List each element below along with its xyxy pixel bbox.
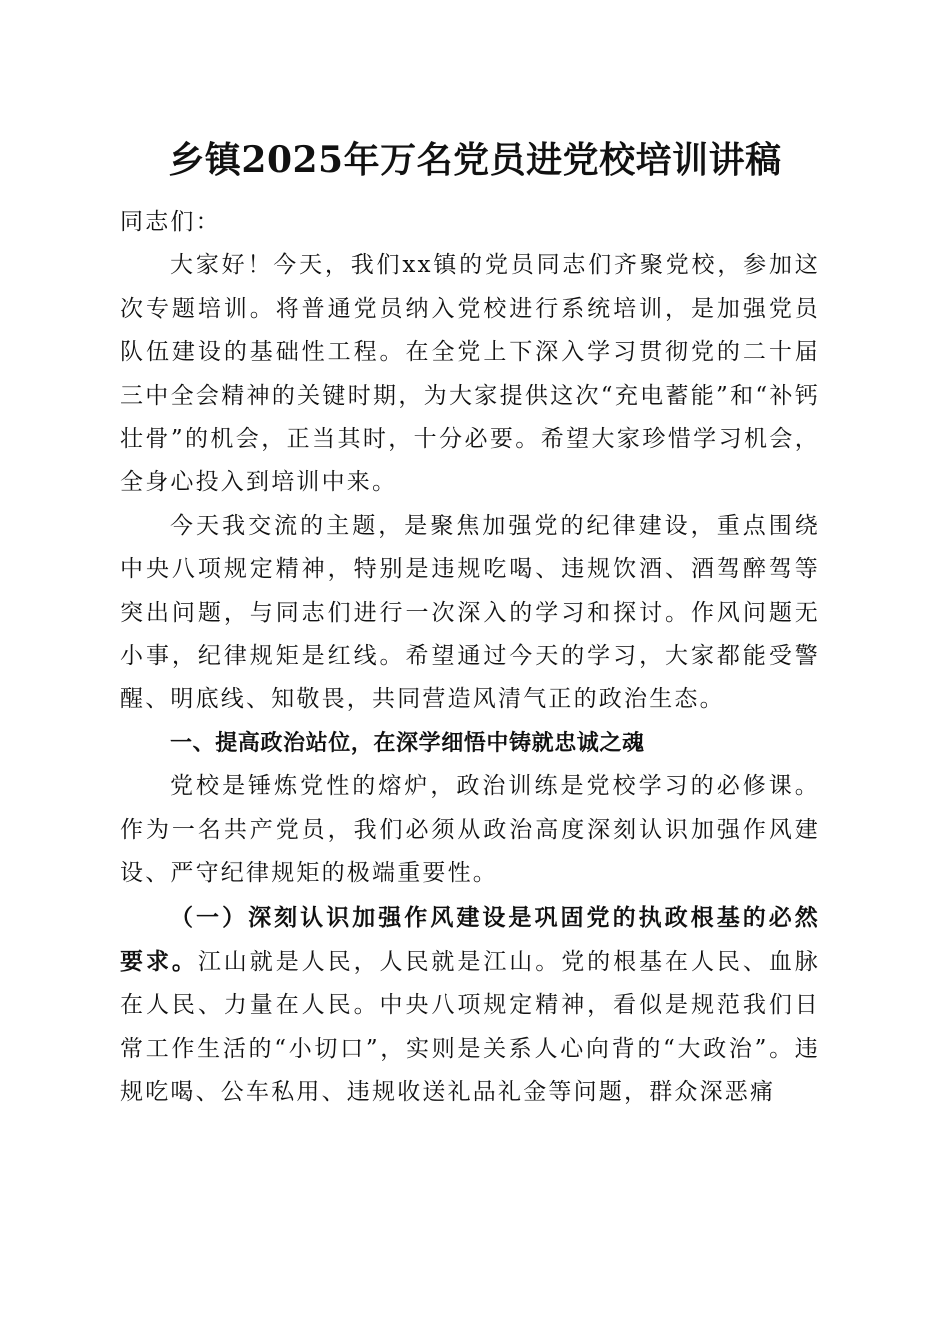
salutation: 同志们： <box>120 209 221 235</box>
paragraph-opening: 大家好！今天，我们xx镇的党员同志们齐聚党校，参加这次专题培训。将普通党员纳入党校进行系统培训，是加强党员队伍建设的基础性工程。在全党上下深入学习贯彻党的二十届三中全会精神的关键时期，为大家提供这次“充电蓄能”和“补钙壮骨”的机会，正当其时，十分必要。希望大家珍惜学习机会，全身心投入到培训中来。 <box>120 252 820 496</box>
subsection-lead: （一）深刻认识加强作风建设是巩固党的执政根基的必然要求。 <box>120 903 820 975</box>
document-body <box>120 201 820 1115</box>
paragraph-theme: 今天我交流的主题，是聚焦加强党的纪律建设，重点围绕中央八项规定精神，特别是违规吃喝、违规饮酒、酒驾醉驾等突出问题，与同志们进行一次深入的学习和探讨。作风问题无小事，纪律规矩是红线。希望通过今天的学习，大家都能受警醒、明底线、知敬畏，共同营造风清气正的政治生态。 <box>120 512 820 713</box>
paragraph-subsection-1 <box>120 896 820 1115</box>
paragraph-party-school: 党校是锤炼党性的熔炉，政治训练是党校学习的必修课。作为一名共产党员，我们必须从政治高度深刻认识加强作风建设、严守纪律规矩的极端重要性。 <box>120 773 820 887</box>
document-title: 乡镇2025年万名党员进党校培训讲稿 <box>168 139 782 181</box>
section-heading: 一、提高政治站位，在深学细悟中铸就忠诚之魂 <box>170 730 645 756</box>
subsection-text: 江山就是人民，人民就是江山。党的根基在人民、血脉在人民、力量在人民。中央八项规定精神，看似是规范我们日常工作生活的“小切口”，实则是关系人心向背的“大政治”。违规吃喝、公车私用、违规收送礼品礼金等问题，群众深恶痛 <box>120 948 820 1106</box>
